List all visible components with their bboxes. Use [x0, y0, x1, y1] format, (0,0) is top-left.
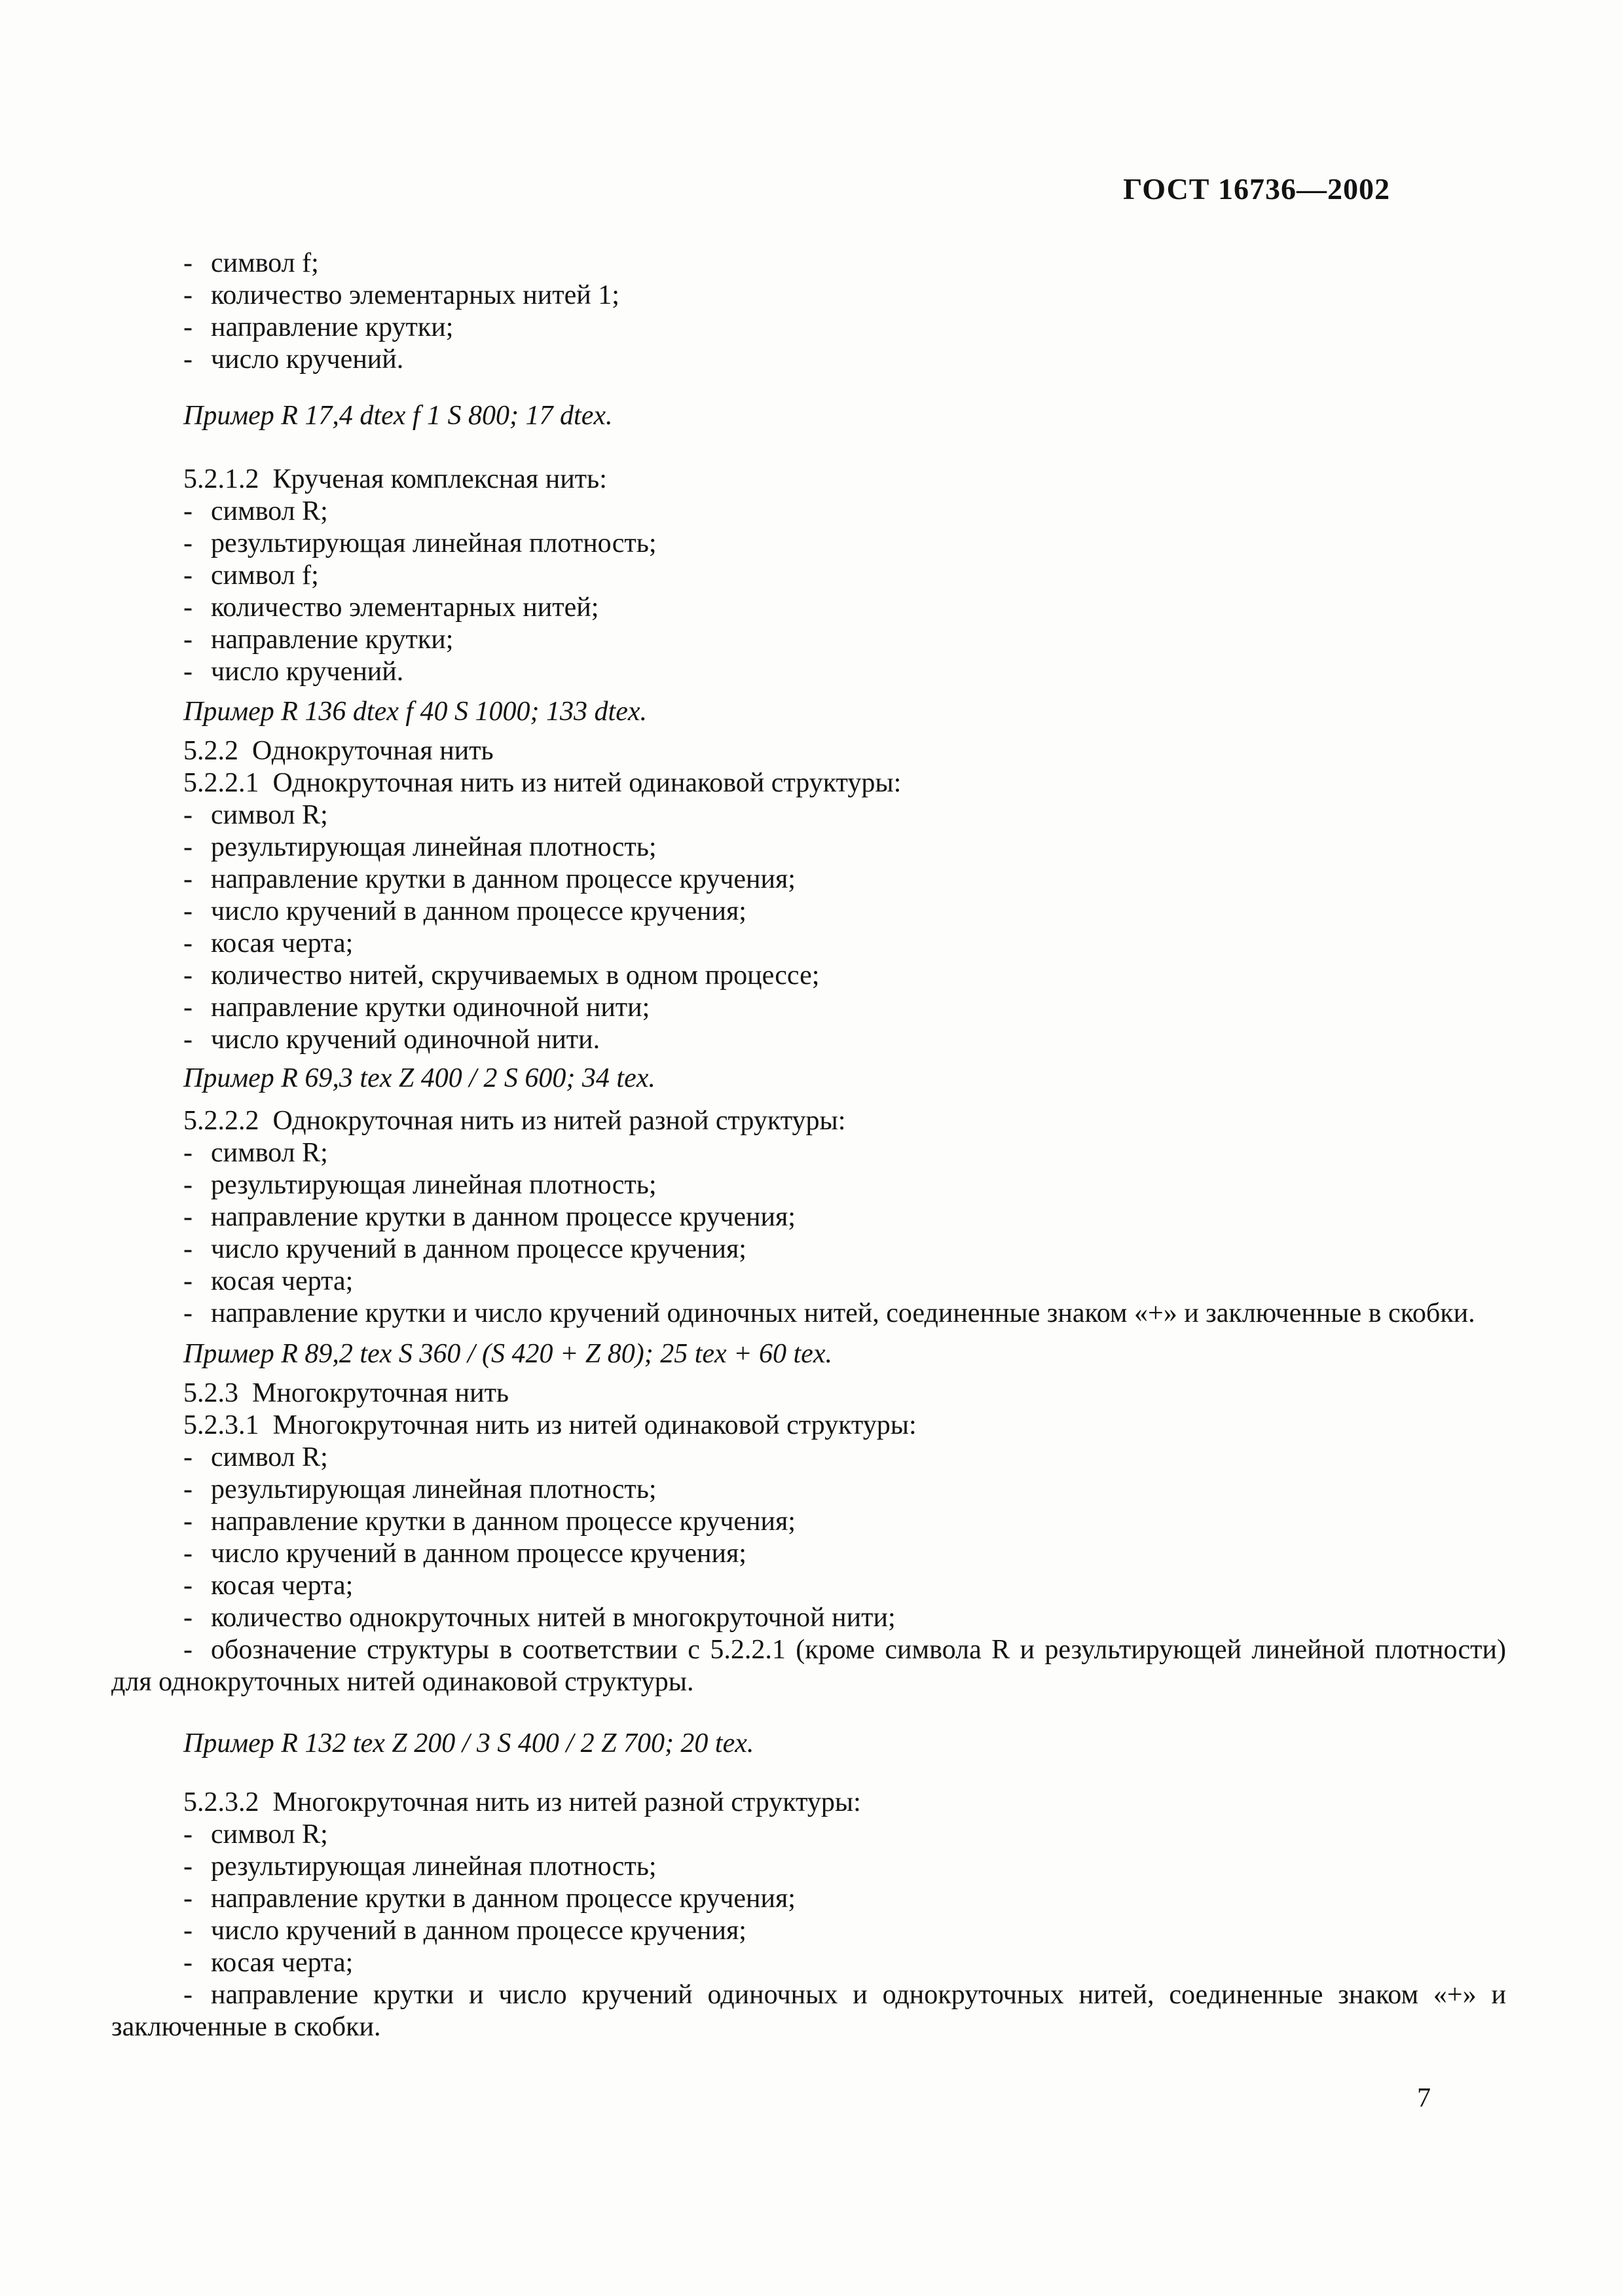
list-item: - количество элементарных нитей;: [111, 592, 1506, 624]
section-heading: 5.2.3 Многокруточная нить: [183, 1378, 509, 1408]
list-item: - направление крутки в данном процессе кручения;: [111, 1506, 1506, 1538]
example-line: Пример R 132 tex Z 200 / 3 S 400 / 2 Z 700; 20 tex.: [183, 1728, 754, 1758]
list-item: - символ f;: [111, 247, 1506, 280]
list-item: - результирующая линейная плотность;: [111, 1169, 1506, 1201]
list-item: - направление крутки;: [111, 312, 1506, 344]
list-item: - направление крутки и число кручений одиночных нитей, соединенные знаком «+» и заключенные в скобки.: [111, 1298, 1506, 1330]
list-item: - направление крутки в данном процессе кручения;: [111, 1883, 1506, 1915]
list-item: - косая черта;: [111, 928, 1506, 960]
list-item: - символ R;: [111, 1442, 1506, 1474]
list-item: - направление крутки в данном процессе кручения;: [111, 864, 1506, 896]
list-item: - количество элементарных нитей 1;: [111, 280, 1506, 312]
list-item: - косая черта;: [111, 1570, 1506, 1602]
section-heading: 5.2.2 Однокруточная нить: [183, 736, 494, 766]
list-item: - символ R;: [111, 1819, 1506, 1851]
section-heading: 5.2.3.2 Многокруточная нить из нитей разной структуры:: [183, 1787, 861, 1817]
example-line: Пример R 69,3 tex Z 400 / 2 S 600; 34 tex.: [183, 1063, 655, 1093]
list-item: - число кручений в данном процессе кручения;: [111, 1915, 1506, 1947]
list-item: - направление крутки;: [111, 624, 1506, 656]
list-item: - число кручений.: [111, 344, 1506, 376]
example-line: Пример R 89,2 tex S 360 / (S 420 + Z 80); 25 tex + 60 tex.: [183, 1339, 832, 1369]
list-item: - обозначение структуры в соответствии с 5.2.2.1 (кроме символа R и результирующей линейной плотности) для однокруточных нитей одинаковой структуры.: [111, 1634, 1506, 1698]
list-item: - направление крутки в данном процессе кручения;: [111, 1201, 1506, 1233]
list-item: - направление крутки и число кручений одиночных и однокруточных нитей, соединенные знаком «+» и заключенные в скобки.: [111, 1979, 1506, 2043]
list-item: - количество нитей, скручиваемых в одном процессе;: [111, 960, 1506, 992]
list-item: - число кручений.: [111, 656, 1506, 688]
section-heading: 5.2.3.1 Многокруточная нить из нитей одинаковой структуры:: [183, 1410, 917, 1440]
list-item: - число кручений одиночной нити.: [111, 1024, 1506, 1056]
section-heading: 5.2.1.2 Крученая комплексная нить:: [183, 464, 607, 494]
section-heading: 5.2.2.1 Однокруточная нить из нитей одинаковой структуры:: [183, 768, 902, 798]
list-item: - символ R;: [111, 1137, 1506, 1169]
list-item: - косая черта;: [111, 1947, 1506, 1979]
list-item: - количество однокруточных нитей в многокруточной нити;: [111, 1602, 1506, 1634]
list-item: - результирующая линейная плотность;: [111, 1851, 1506, 1883]
list-item: - символ R;: [111, 496, 1506, 528]
list-item: - символ R;: [111, 799, 1506, 831]
list-item: - косая черта;: [111, 1266, 1506, 1298]
page-number: 7: [1417, 2083, 1431, 2113]
list-item: - результирующая линейная плотность;: [111, 831, 1506, 864]
example-line: Пример R 136 dtex f 40 S 1000; 133 dtex.: [183, 697, 647, 727]
section-heading: 5.2.2.2 Однокруточная нить из нитей разной структуры:: [183, 1106, 846, 1136]
list-item: - символ f;: [111, 560, 1506, 592]
list-item: - число кручений в данном процессе кручения;: [111, 896, 1506, 928]
list-item: - результирующая линейная плотность;: [111, 528, 1506, 560]
page-content: [111, 0, 1506, 2043]
list-item: - результирующая линейная плотность;: [111, 1474, 1506, 1506]
example-line: Пример R 17,4 dtex f 1 S 800; 17 dtex.: [183, 401, 613, 431]
list-item: - число кручений в данном процессе кручения;: [111, 1538, 1506, 1570]
document-code-header: ГОСТ 16736—2002: [1123, 172, 1390, 206]
list-item: - число кручений в данном процессе кручения;: [111, 1233, 1506, 1266]
list-item: - направление крутки одиночной нити;: [111, 992, 1506, 1024]
